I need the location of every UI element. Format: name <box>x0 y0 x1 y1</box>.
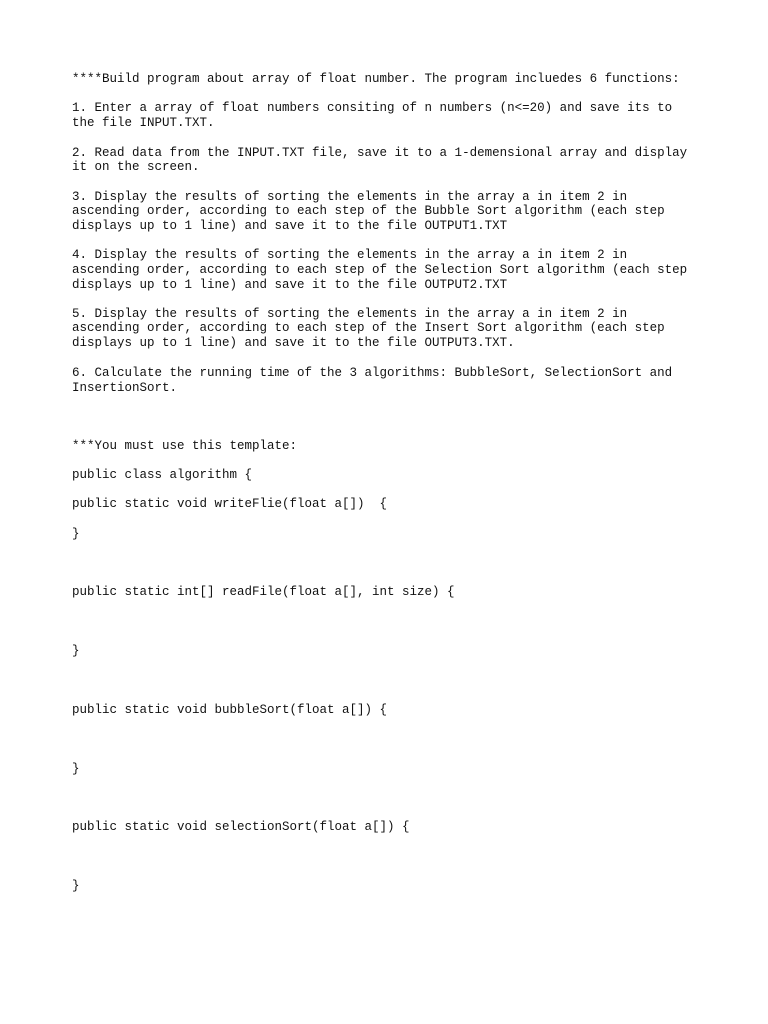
code-close-brace: } <box>72 879 80 893</box>
intro-line: ****Build program about array of float number. The program incluedes 6 functions: <box>72 72 680 86</box>
code-bubble-sort: public static void bubbleSort(float a[]) { <box>72 703 388 717</box>
code-write-file: public static void writeFlie(float a[]) { <box>72 497 388 511</box>
item3-line3: displays up to 1 line) and save it to the file OUTPUT1.TXT <box>72 219 508 233</box>
item5-line3: displays up to 1 line) and save it to the file OUTPUT3.TXT. <box>72 336 515 350</box>
item5-line1: 5. Display the results of sorting the elements in the array a in item 2 in <box>72 307 628 321</box>
item2-line1: 2. Read data from the INPUT.TXT file, save it to a 1-demensional array and display <box>72 146 688 160</box>
code-close-brace: } <box>72 527 80 541</box>
code-selection-sort: public static void selectionSort(float a[]) { <box>72 820 410 834</box>
item2-line2: it on the screen. <box>72 160 200 174</box>
item4-line3: displays up to 1 line) and save it to the file OUTPUT2.TXT <box>72 278 508 292</box>
item4-line2: ascending order, according to each step of the Selection Sort algorithm (each step <box>72 263 688 277</box>
template-note: ***You must use this template: <box>72 439 298 453</box>
item1-line1: 1. Enter a array of float numbers consiting of n numbers (n<=20) and save its to <box>72 101 673 115</box>
item3-line2: ascending order, according to each step of the Bubble Sort algorithm (each step <box>72 204 665 218</box>
item1-line2: the file INPUT.TXT. <box>72 116 215 130</box>
item5-line2: ascending order, according to each step of the Insert Sort algorithm (each step <box>72 321 665 335</box>
code-class-decl: public class algorithm { <box>72 468 253 482</box>
item6-line1: 6. Calculate the running time of the 3 algorithms: BubbleSort, SelectionSort and <box>72 366 673 380</box>
code-close-brace: } <box>72 644 80 658</box>
item6-line2: InsertionSort. <box>72 381 178 395</box>
code-read-file: public static int[] readFile(float a[], int size) { <box>72 585 455 599</box>
code-close-brace: } <box>72 762 80 776</box>
item3-line1: 3. Display the results of sorting the elements in the array a in item 2 in <box>72 190 628 204</box>
item4-line1: 4. Display the results of sorting the elements in the array a in item 2 in <box>72 248 628 262</box>
